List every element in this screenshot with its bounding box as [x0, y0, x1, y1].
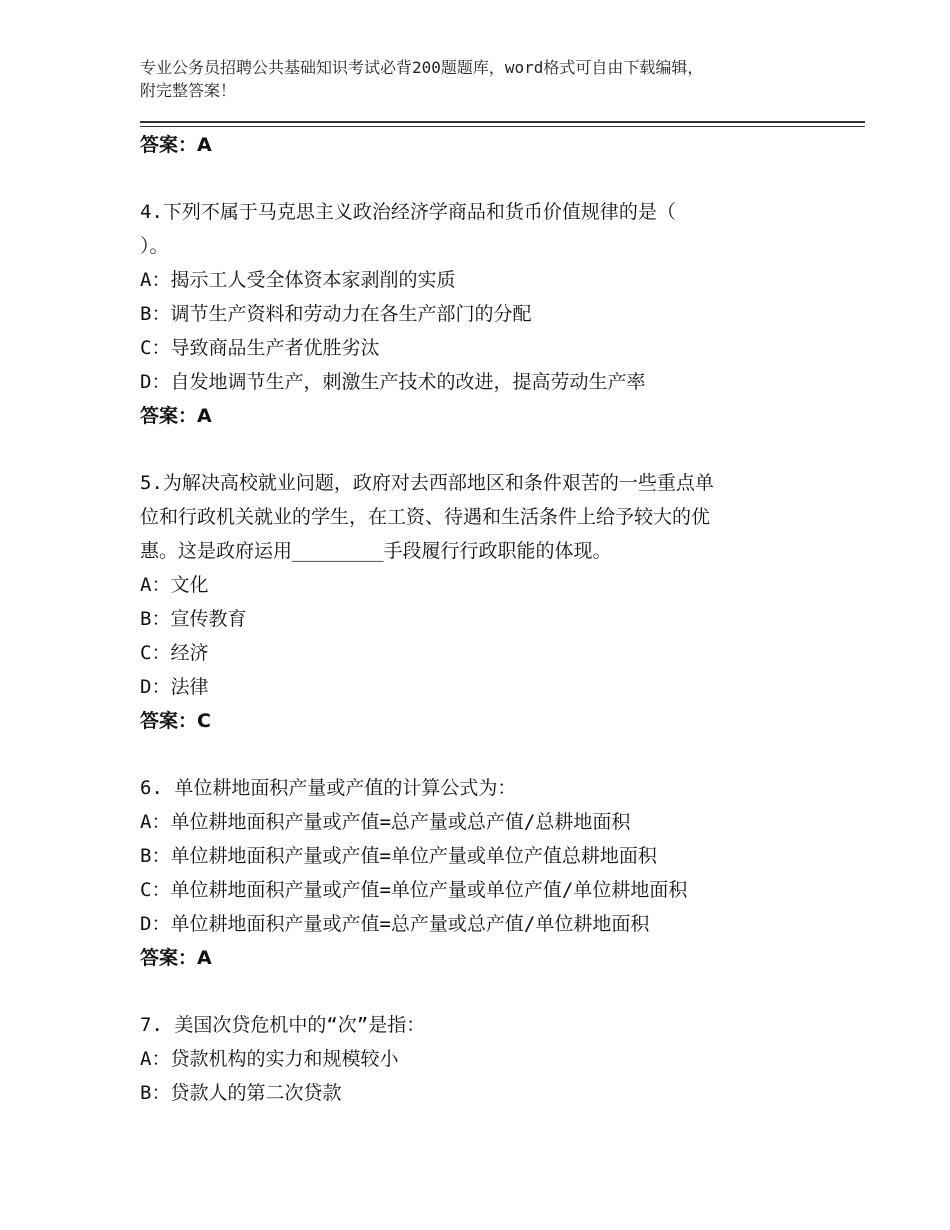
question-stem-line: 7. 美国次贷危机中的“次”是指： — [140, 1014, 426, 1036]
question-gap — [140, 162, 820, 195]
question-block — [140, 771, 820, 975]
question-list — [140, 128, 820, 1110]
option-line: A：文化 — [140, 574, 209, 596]
answer-line: 答案：A — [140, 134, 212, 156]
question-block — [140, 466, 820, 738]
header-rule-thin — [140, 126, 865, 127]
option-line: D：单位耕地面积产量或产值=总产量或总产值/单位耕地面积 — [140, 913, 650, 935]
option-line: D：自发地调节生产，刺激生产技术的改进，提高劳动生产率 — [140, 371, 646, 393]
option-line: B：调节生产资料和劳动力在各生产部门的分配 — [140, 303, 532, 325]
option-line: D：法律 — [140, 676, 209, 698]
question-block — [140, 1008, 820, 1110]
question-stem-line: 6. 单位耕地面积产量或产值的计算公式为： — [140, 777, 517, 799]
answer-line: 答案：A — [140, 405, 212, 427]
question-gap — [140, 738, 820, 771]
question-stem-line: 5.为解决高校就业问题，政府对去西部地区和条件艰苦的一些重点单 — [140, 472, 714, 494]
question-stem-line: 位和行政机关就业的学生，在工资、待遇和生活条件上给予较大的优 — [140, 506, 711, 528]
option-line: C：单位耕地面积产量或产值=单位产量或单位产值/单位耕地面积 — [140, 879, 688, 901]
option-line: C：经济 — [140, 642, 209, 664]
question-block — [140, 195, 820, 433]
question-stem-line: ）。 — [140, 235, 169, 257]
question-gap — [140, 975, 820, 1008]
option-line: A：贷款机构的实力和规模较小 — [140, 1048, 399, 1070]
header-line-2: 附完整答案！ — [140, 81, 237, 100]
question-stem-line: 4.下列不属于马克思主义政治经济学商品和货币价值规律的是（ — [140, 201, 676, 223]
question-gap — [140, 433, 820, 466]
header-rule-thick — [140, 121, 865, 123]
header-line-1: 专业公务员招聘公共基础知识考试必背200题题库，word格式可自由下载编辑， — [140, 58, 704, 77]
option-line: C：导致商品生产者优胜劣汰 — [140, 337, 380, 359]
option-line: B：宣传教育 — [140, 608, 247, 630]
page-header — [140, 56, 840, 102]
question-stem-line: 惠。这是政府运用________手段履行行政职能的体现。 — [140, 540, 612, 562]
answer-line: 答案：A — [140, 947, 212, 969]
option-line: B：贷款人的第二次贷款 — [140, 1082, 342, 1104]
answer-line: 答案：C — [140, 710, 211, 732]
option-line: A：揭示工人受全体资本家剥削的实质 — [140, 269, 456, 291]
option-line: A：单位耕地面积产量或产值=总产量或总产值/总耕地面积 — [140, 811, 631, 833]
option-line: B：单位耕地面积产量或产值=单位产量或单位产值总耕地面积 — [140, 845, 657, 867]
